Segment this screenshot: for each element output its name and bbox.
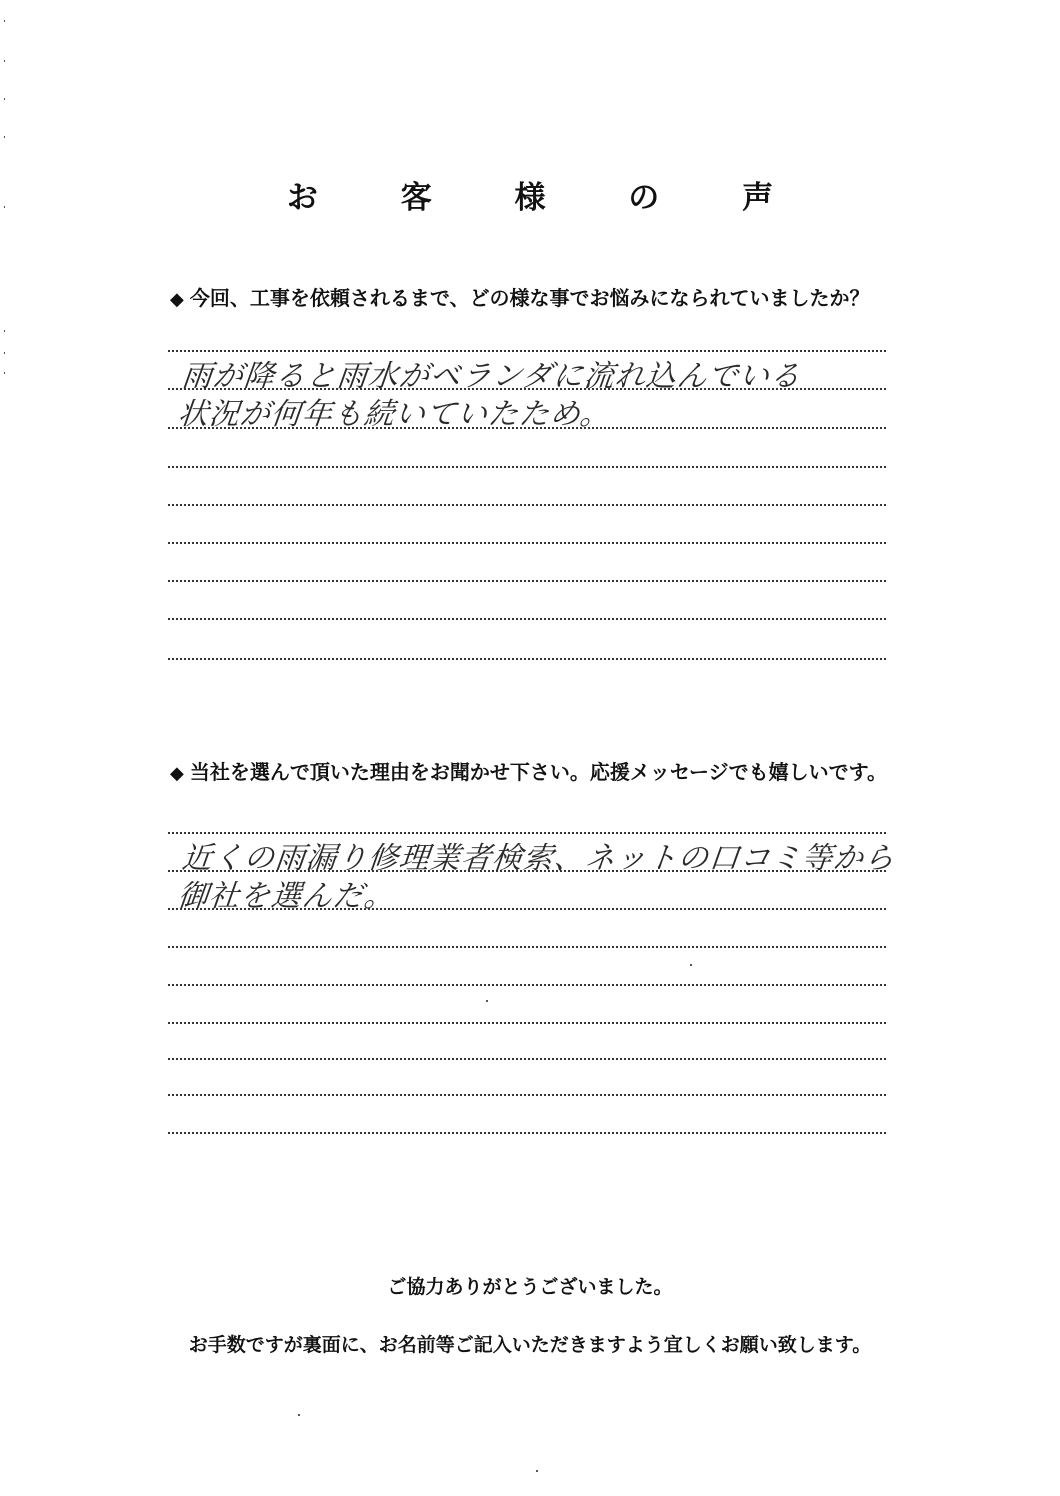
handwritten-answer-1 (176, 358, 803, 434)
ruled-line (168, 350, 886, 352)
question-1-text: 今回、工事を依頼されるまで、どの様な事でお悩みになられていましたか？ (189, 286, 870, 310)
diamond-bullet-icon: ◆ (170, 289, 184, 310)
handwritten-answer-2 (176, 840, 897, 916)
answer-1-line-2: 状況が何年も続いていたため。 (176, 397, 613, 432)
question-2-text: 当社を選んで頂いた理由をお聞かせ下さい。応援メッセージでも嬉しいです。 (189, 760, 888, 784)
ruled-line (168, 658, 886, 660)
page-title: お 客 様 の 声 (286, 180, 810, 216)
ruled-line (168, 580, 886, 582)
ruled-line (168, 618, 886, 620)
ruled-line (168, 1022, 886, 1024)
diamond-bullet-icon: ◆ (170, 763, 184, 784)
ruled-line (168, 984, 886, 986)
ruled-line (168, 504, 886, 506)
back-side-note: お手数ですが裏面に、お名前等ご記入いただきますよう宜しくお願い致します。 (188, 1334, 872, 1356)
thanks-message: ご協力ありがとうございました。 (387, 1276, 673, 1298)
question-2 (170, 756, 887, 785)
ruled-line (168, 1094, 886, 1096)
ruled-line (168, 1058, 886, 1060)
ruled-line (168, 466, 886, 468)
ruled-line (168, 542, 886, 544)
ruled-line (168, 832, 886, 834)
answer-2-line-1: 近くの雨漏り修理業者検索、ネットの口コミ等から (180, 841, 897, 876)
ruled-line (168, 1132, 886, 1134)
answer-1-line-1: 雨が降ると雨水がベランダに流れ込んでいる (180, 359, 803, 394)
ruled-line (168, 946, 886, 948)
answer-2-line-2: 御社を選んだ。 (176, 879, 397, 914)
question-1 (170, 282, 869, 311)
